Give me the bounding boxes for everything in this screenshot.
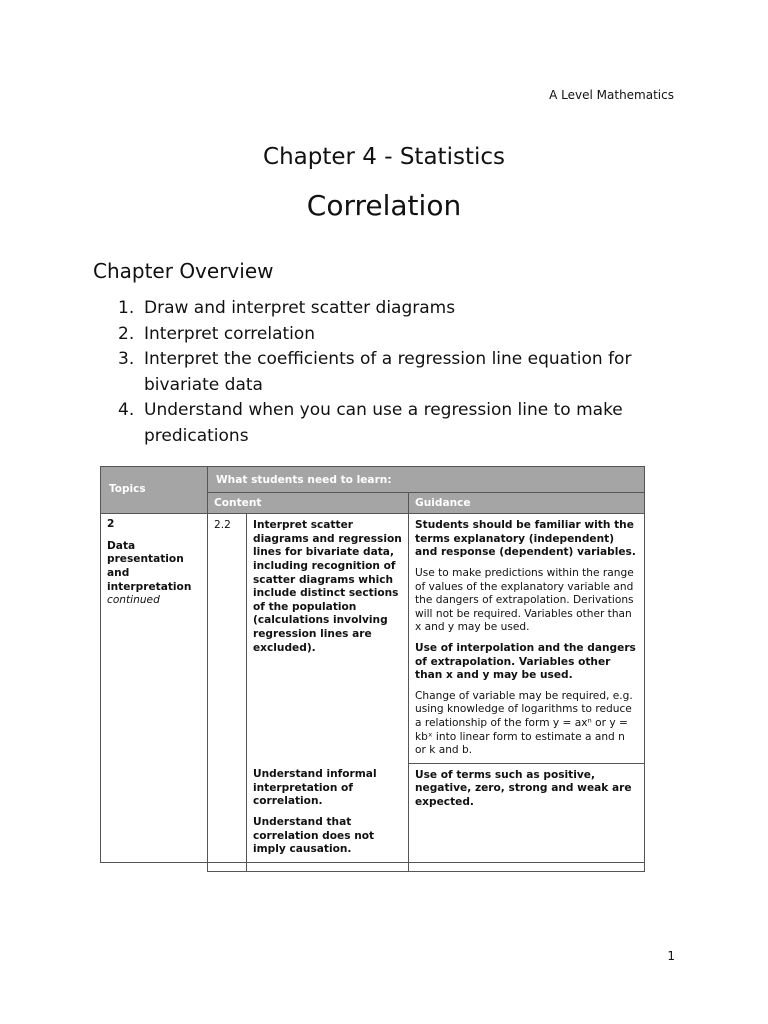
page-number: 1 — [667, 949, 675, 963]
guidance-text: Use to make predictions within the range of values of the explanatory variable and the dangers of extrapolation. Derivations will not be required. Variables other than x and y may be used. — [415, 566, 634, 634]
topic-label: Data presentation and interpretation — [107, 539, 192, 593]
list-number: 3. — [118, 349, 135, 369]
guidance-cell — [409, 763, 645, 862]
list-number: 2. — [118, 323, 135, 344]
list-item — [93, 296, 653, 322]
list-text: Interpret correlation — [144, 323, 316, 344]
guidance-text: Students should be familiar with the terms explanatory (independent) and response (dependent) variables. — [415, 519, 636, 559]
topic-cell — [101, 514, 208, 863]
topic-number: 2 — [107, 518, 115, 531]
chapter-title: Chapter 4 - Statistics — [263, 144, 505, 170]
page-title: Correlation — [306, 189, 462, 222]
content-cell — [247, 514, 409, 764]
list-text: Interpret the coefficients of a regression line equation for bivariate data — [144, 349, 632, 395]
list-item — [93, 347, 653, 398]
content-cell — [247, 763, 409, 862]
guidance-header: Guidance — [409, 492, 645, 514]
list-text: Draw and interpret scatter diagrams — [144, 298, 456, 318]
content-text: Interpret scatter diagrams and regression lines for bivariate data, including recognition of scatter diagrams which include distinct sections of the population (calculations involving regression lines are excluded). — [253, 519, 402, 654]
list-item — [93, 322, 653, 348]
guidance-cell — [409, 514, 645, 764]
table-spacer — [247, 862, 409, 871]
overview-list — [93, 296, 653, 449]
section-heading: Chapter Overview — [93, 259, 274, 283]
list-number: 4. — [118, 400, 135, 420]
table-spacer — [101, 862, 208, 871]
what-students-header: What students need to learn: — [208, 467, 645, 493]
content-text: Understand that correlation does not imply causation. — [253, 815, 375, 856]
topics-header: Topics — [101, 467, 208, 514]
table-spacer — [208, 862, 247, 871]
guidance-text: Use of interpolation and the dangers of extrapolation. Variables other than x and y may be used. — [415, 641, 636, 682]
running-header: A Level Mathematics — [549, 88, 674, 102]
guidance-text: Use of terms such as positive, negative, zero, strong and weak are expected. — [415, 768, 632, 808]
topic-continued: continued — [107, 594, 160, 607]
guidance-text: Change of variable may be required, e.g. using knowledge of logarithms to reduce a relationship of the form y = axⁿ or y = kbˣ into linear form to estimate a and n or k and b. — [415, 689, 633, 757]
content-header: Content — [208, 492, 409, 514]
content-text: Understand informal interpretation of correlation. — [253, 768, 377, 808]
list-number: 1. — [118, 298, 135, 318]
ref-cell: 2.2 — [208, 514, 247, 863]
list-text: Understand when you can use a regression line to make predications — [144, 400, 623, 446]
table-spacer — [409, 862, 645, 871]
specification-table — [100, 466, 645, 872]
list-item — [93, 398, 653, 449]
